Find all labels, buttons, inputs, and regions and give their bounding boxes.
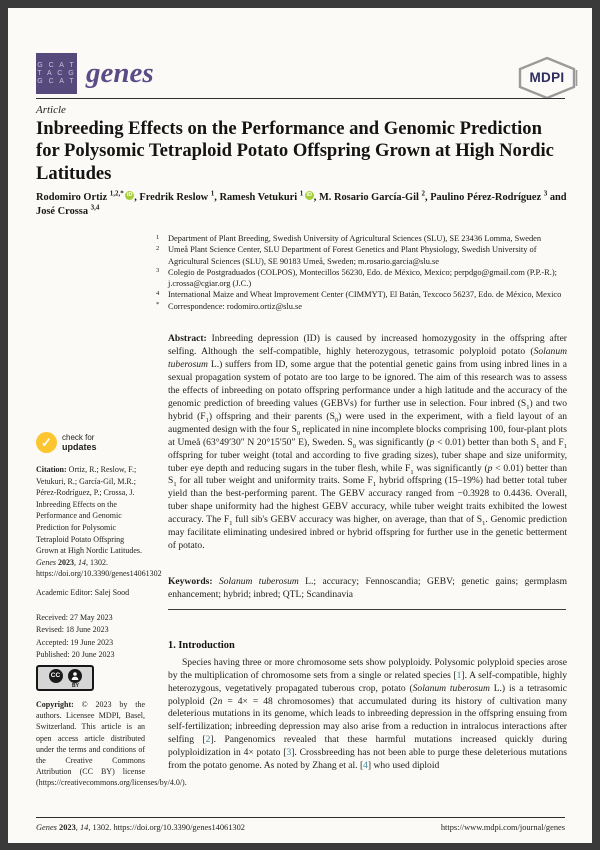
correspondence-text[interactable]: Correspondence: rodomiro.ortiz@slu.se (168, 301, 303, 311)
text-segment: 2023 (59, 823, 76, 832)
author: Rodomiro Ortiz $^{1,2,*}$ iD , (36, 190, 140, 204)
by-label: BY (72, 683, 79, 689)
affiliation-text: International Maize and Wheat Improvement Center (CIMMYT), El Batán, Texcoco 56237, Edo. de México, Mexico (168, 290, 562, 300)
text-segment: full sib's GEBV accuracy was higher, on average, than that of S (232, 514, 483, 526)
mdpi-wordmark: MDPI (529, 70, 565, 85)
section-divider (168, 609, 566, 610)
citation-ref-link[interactable]: 4 (363, 759, 368, 771)
author: M. Rosario García-Gil $^2$, (318, 190, 431, 204)
text-segment: ]. Crossbreeding has not been able to purge these deleterious mutations from the potato genome. As noted by Zhang et al. [ (168, 746, 568, 771)
abstract (168, 333, 567, 553)
text-segment: , (75, 823, 80, 832)
genes-logo-icon (36, 53, 77, 94)
text-segment: L.) suffers from ID, some argue that the potential genetic gains from using inbred lines in a sexual propagation system of potato are too large to be ignored. The aim of this research was to assess the effects of inbreeding on potato offspring performance under a high latitude and the accuracy of the genomic prediction of breeding values (GEBVs) for further use in selection. Four inbred (S (168, 358, 567, 409)
text-segment: 1 (563, 442, 567, 450)
affiliation-item (155, 289, 569, 300)
text-segment: 1 (526, 403, 530, 411)
mdpi-logo (515, 55, 579, 101)
text-segment: ) and two hybrid (F (168, 397, 567, 422)
correspondence-line (155, 301, 569, 312)
text-segment: p (429, 436, 435, 448)
text-segment: 0 (296, 429, 301, 437)
genes-logo-row: G C A T (37, 62, 76, 69)
footer-divider (36, 817, 565, 818)
article-dates (36, 612, 144, 662)
text-segment: Solanum tuberosum (168, 345, 567, 370)
text-segment: © 2023 by the authors. Licensee MDPI, Basel, Switzerland. This article is an open access article distributed under the terms and conditions of the Creative Commons Attribution (CC BY) license (https://creativecommons.org/licenses/by/4.0/). (36, 700, 187, 788)
authors-line (36, 191, 573, 219)
text-segment: Inbreeding depression (ID) is caused by increased homozygosity in the offspring after selfing. Although the self-compatible, highly heterozygous, tetrasomic polyploid potato ( (168, 333, 567, 357)
attribution-person-icon (68, 669, 82, 683)
genes-logo-row: T A C G (37, 70, 76, 77)
introduction-paragraph (168, 657, 567, 773)
affiliation-text: Umeå Plant Science Center, SLU Department of Forest Genetics and Plant Physiology, Swedish University of Agricultural Sciences (SLU), SE 90183 Umeå, Sweden; m.rosario.garcia@slu.se (168, 245, 537, 266)
footer-citation[interactable] (36, 823, 245, 832)
introduction-heading: 1. Introduction (168, 640, 235, 651)
author: Fredrik Reslow $^1$, (139, 190, 220, 204)
text-segment: < 0.01) better than S (168, 462, 567, 487)
orcid-icon[interactable]: iD (306, 192, 312, 198)
text-segment: = 4× = 48 chromosomes) that accumulated during its history of cultivation many deleterious mutations in its genome, which leads to inbreeding depression in the offspring ensuing from self-fertilization; inbreeding depression may also arise from a reduction in intralocus interactions after selfing [ (168, 695, 568, 746)
text-segment: 1 (410, 468, 414, 476)
text-segment: 1 (536, 442, 540, 450)
correspondence-marker: * (156, 301, 160, 309)
affiliation-marker: 3 (156, 267, 160, 275)
text-segment: Solanum tuberosum (412, 682, 490, 694)
text-segment: 1 (372, 481, 377, 489)
text-segment: offspring for tuber weight (total and according to five grading sizes), tuber shape and size uniformity, tuber eye depth and reducing sugars in the tuber flesh, while F (168, 449, 567, 474)
affiliation-item (155, 233, 569, 244)
check-for-updates-line2: updates (62, 441, 97, 452)
affiliation-item (155, 244, 569, 267)
received-date: Received: 27 May 2023 (36, 613, 113, 622)
check-for-updates-line1: check for (62, 433, 95, 442)
check-for-updates-button[interactable] (36, 432, 97, 453)
affiliation-text: Colegio de Postgraduados (COLPOS), Montecillos 56230, Edo. de México, Mexico; perpdgo@gmail.com (P.P.-R.); j.crossa@cgiar.org (J.C.) (168, 267, 557, 289)
author: Ramesh Vetukuri $^1$ iD , (219, 190, 319, 204)
text-segment: 1 (173, 481, 177, 489)
text-segment: and F (539, 436, 564, 448)
cc-by-license-badge[interactable] (36, 665, 94, 691)
text-segment: Solanum tuberosum (218, 576, 299, 587)
accepted-date: Accepted: 19 June 2023 (36, 637, 114, 647)
text-segment: < 0.01) better than both S (434, 436, 537, 448)
journal-name: genes (86, 57, 154, 89)
published-date: Published: 20 June 2023 (36, 650, 115, 660)
text-segment: 14 (79, 823, 89, 832)
text-segment: ) offspring and their parents (S (208, 410, 335, 422)
text-segment: L.; accuracy; Fennoscandia; GEBV; genetic gains; germplasm enhancement; hybrid; inbred; QTL; Scandinavia (168, 576, 567, 600)
text-segment: , 1302. https://doi.org/10.3390/genes14061302 (36, 557, 162, 579)
text-segment: Genes (36, 557, 58, 567)
orcid-icon[interactable]: iD (126, 192, 133, 198)
text-segment: 0 (352, 442, 356, 450)
affiliation-item (155, 267, 569, 290)
text-segment: n (217, 695, 223, 707)
text-segment: Citation: (36, 465, 69, 474)
author: José Crossa $^{3,4}$ (36, 203, 100, 218)
genes-logo-row: G C A T (37, 78, 76, 85)
author: Paulino Pérez-Rodríguez $^3$ and (430, 190, 567, 204)
text-segment: Ortiz, R.; Reslow, F.; Vetukuri, R.; García-Gil, M.R.; Pérez-Rodríguez, P.; Crossa, J. Inbreeding Effects on the Performance and Genomic Prediction for Polysomic Tetraploid Potato Offspring Grown at High Nordic Latitudes. (36, 465, 142, 556)
affiliations-list (155, 233, 569, 312)
text-segment: ]. Pangenomics revealed that these harmful mutations increased quickly during polyploidization in 4× potato [ (168, 734, 567, 758)
citation-ref-link[interactable]: 1 (456, 669, 462, 681)
citation-ref-link[interactable]: 2 (205, 734, 211, 746)
text-segment: , 1302. https://doi.org/10.3390/genes14061302 (88, 823, 245, 832)
copyright-notice (36, 699, 187, 789)
text-segment: Keywords: (168, 576, 219, 587)
text-segment: ) were used in the experiment, with a field layout of an augmented design with the four S (168, 410, 567, 435)
revised-date: Revised: 18 June 2023 (36, 625, 109, 635)
text-segment: was significantly ( (413, 462, 488, 474)
text-segment: . Genomic prediction may facilitate eliminating undesired inbred or hybrid offspring for further use in the genetic betterment of potato. (168, 514, 567, 552)
page-title: Inbreeding Effects on the Performance and Genomic Prediction for Polysomic Tetraploid Potato Offspring Grown at High Nordic Latitudes (36, 118, 554, 184)
text-segment: 0 (334, 416, 339, 424)
text-segment: 1 (205, 416, 209, 424)
text-segment: 14 (78, 557, 86, 567)
text-segment: ]. A self-compatible, highly heterozygous, vegetatively propagated tuberous crop, potato ( (168, 669, 567, 694)
cc-icon: CC (49, 669, 63, 683)
text-segment: , (74, 557, 78, 567)
keywords (168, 575, 567, 601)
affiliation-marker: 2 (156, 244, 160, 252)
text-segment: 1 (229, 520, 233, 528)
affiliation-marker: 1 (156, 233, 160, 241)
check-for-updates-label (62, 433, 97, 452)
affiliation-text: Department of Plant Breeding, Swedish University of Agricultural Sciences (SLU), SE 23436 Lomma, Sweden (168, 234, 542, 243)
text-segment: L.) is a tetrasomic polyploid (2 (168, 682, 567, 707)
footer-journal-url[interactable]: https://www.mdpi.com/journal/genes (440, 823, 565, 832)
affiliation-marker: 4 (156, 289, 160, 297)
citation-block (36, 464, 162, 580)
text-segment: replicated in nine incomplete blocks comprising 100, four-plant plots at Umeå (63°49′30″ N 20°15′50″ E), Sweden. S (168, 423, 567, 448)
citation-ref-link[interactable]: 3 (286, 746, 292, 758)
text-segment: ] who used diploid (367, 759, 440, 771)
text-segment: p (487, 462, 493, 474)
academic-editor-line: Academic Editor: Salej Sood (36, 588, 130, 597)
text-segment: 1 (482, 520, 486, 528)
text-segment: Abstract: (168, 333, 212, 344)
header-divider (36, 98, 565, 99)
text-segment: for all tuber weight and uniformity traits. Some F (176, 475, 373, 487)
text-segment: Genes (36, 823, 60, 832)
text-segment: Copyright: (36, 700, 82, 709)
journal-page (8, 8, 592, 843)
text-segment: Species having three or more chromosome sets show polyploidy. Polysomic polyploid species arose by the multiplication of chromosome sets from a single or related species [ (168, 657, 567, 681)
text-segment: 2023 (58, 557, 74, 567)
text-segment: was significantly ( (355, 436, 430, 448)
article-type-label: Article (36, 104, 66, 116)
text-segment: hybrid offspring (15–19%) had better total tuber yield than the best-performing parent. The GEBV accuracy ranged from −0.3928 to 0.4436. Overall, tuber shape uniformity had the highest GEBV accuracy, while tuber weight traits exhibited the lowest accuracy. The F (168, 475, 568, 526)
check-icon: ✓ (36, 432, 57, 453)
cc-circles (38, 669, 92, 683)
